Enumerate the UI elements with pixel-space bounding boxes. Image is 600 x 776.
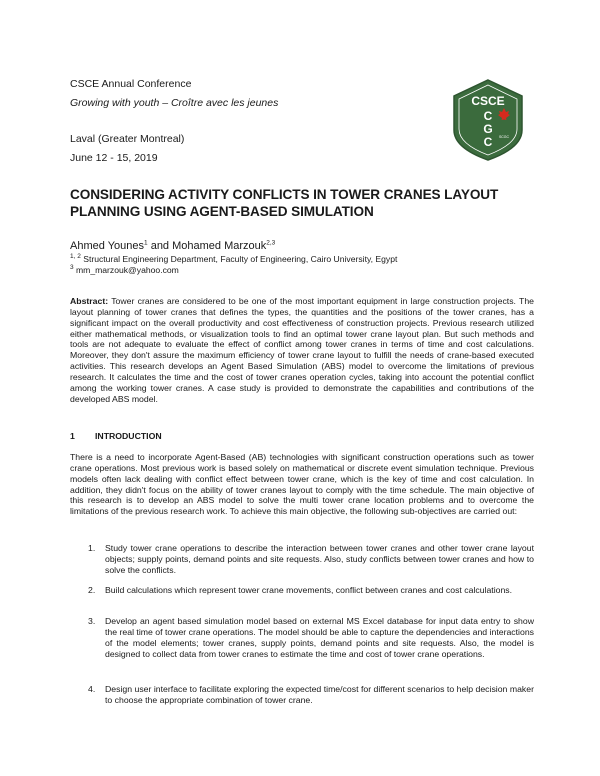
- author-2: Mohamed Marzouk: [172, 240, 267, 252]
- authors-and: and: [147, 240, 173, 252]
- author-1: Ahmed Younes: [70, 240, 145, 252]
- abstract: [70, 296, 534, 404]
- author-2-sup: 2,3: [266, 239, 276, 247]
- abstract-text: Tower cranes are considered to be one of the most important equipment in large construction projects. The layout planning of tower cranes that defines the types, the quantities and the positions of the tower cranes, has a significant impact on the overall productivity and cost effectiveness of construction projects. Previous research utilized either mathematical methods, or visualization tools to find an optimal tower crane layout plan. But such methods and tools are not adequate to evaluate the effect of conflict among tower cranes in terms of time and cost calculations. Moreover, they don't assure the maximum efficiency of tower crane layout to fulfill the needs of crane-based executed activities. This research develops an Agent Based Simulation (ABS) model to overcome the limitations of previous research. It calculates the time and the cost of tower cranes operation cycles, taking into account the potential conflict among the working tower cranes. A case study is provided to demonstrate the capabilities and contributions of the developed ABS model.: [70, 296, 534, 404]
- intro-paragraph: There is a need to incorporate Agent-Based (AB) technologies with significant construction operations such as tower crane operations. Most previous work is based solely on mathematical or discrete event simulation technique. Previous models often lack dealing with conflict effect between tower crane, which is the key of time and cost calculation. In addition, they didn't focus on the ability of tower cranes layout to comply with the time schedule. The main objective of this research is to develop an ABS model to solve the multi tower crane location problems and to overcome the limitations of the previous research work. To achieve this main objective, the following sub-objectives are carried out:: [70, 452, 534, 517]
- conference-theme: Growing with youth – Croître avec les jeunes: [70, 97, 279, 109]
- section-number: 1: [70, 431, 75, 441]
- affiliation: [70, 254, 397, 264]
- email-line: [70, 265, 179, 275]
- logo-text-scgc: SCGC: [498, 135, 510, 139]
- section-title: INTRODUCTION: [95, 431, 162, 441]
- logo-text-c1: C: [483, 109, 493, 123]
- logo-text-csce: CSCE: [471, 94, 505, 108]
- author-1-sup: 1: [144, 239, 148, 247]
- list-item: 3. Develop an agent based simulation model based on external MS Excel database for input data entry to show the real time of tower crane operations. The model should be able to capture the dependencies and interactions of the model elements; tower cranes, supply points, demand points and site requests. Also, the model is designed to collect data from tower cranes to estimate the time and cost of tower crane operations.: [88, 616, 534, 659]
- email-sup: 3: [70, 264, 74, 272]
- logo-text-c2: C: [483, 135, 493, 149]
- abstract-label: Abstract:: [70, 296, 109, 306]
- conference-dates: June 12 - 15, 2019: [70, 152, 158, 164]
- paper-title: CONSIDERING ACTIVITY CONFLICTS IN TOWER CRANES LAYOUT PLANNING USING AGENT-BASED SIMULATION: [70, 187, 499, 219]
- conference-location: Laval (Greater Montreal): [70, 133, 185, 145]
- authors: [70, 240, 275, 252]
- csce-logo: [450, 78, 526, 162]
- conference-name: CSCE Annual Conference: [70, 78, 192, 90]
- list-item: 4. Design user interface to facilitate exploring the expected time/cost for different scenarios to help decision maker to choose the appropriate combination of tower crane.: [88, 684, 534, 705]
- affiliation-text: Structural Engineering Department, Faculty of Engineering, Cairo University, Egypt: [80, 254, 398, 264]
- section-heading: [70, 431, 162, 441]
- list-item: 1. Study tower crane operations to describe the interaction between tower cranes and other tower crane layout objects; supply points, demand points and site requests. Also, study conflicts between tower cranes and how to solve the conflicts.: [88, 543, 534, 575]
- affiliation-sup: 1, 2: [70, 253, 81, 261]
- list-item: 2. Build calculations which represent tower crane movements, conflict between cranes and cost calculations.: [88, 585, 513, 595]
- email-text: mm_marzouk@yahoo.com: [73, 265, 179, 275]
- logo-text-g: G: [483, 122, 493, 136]
